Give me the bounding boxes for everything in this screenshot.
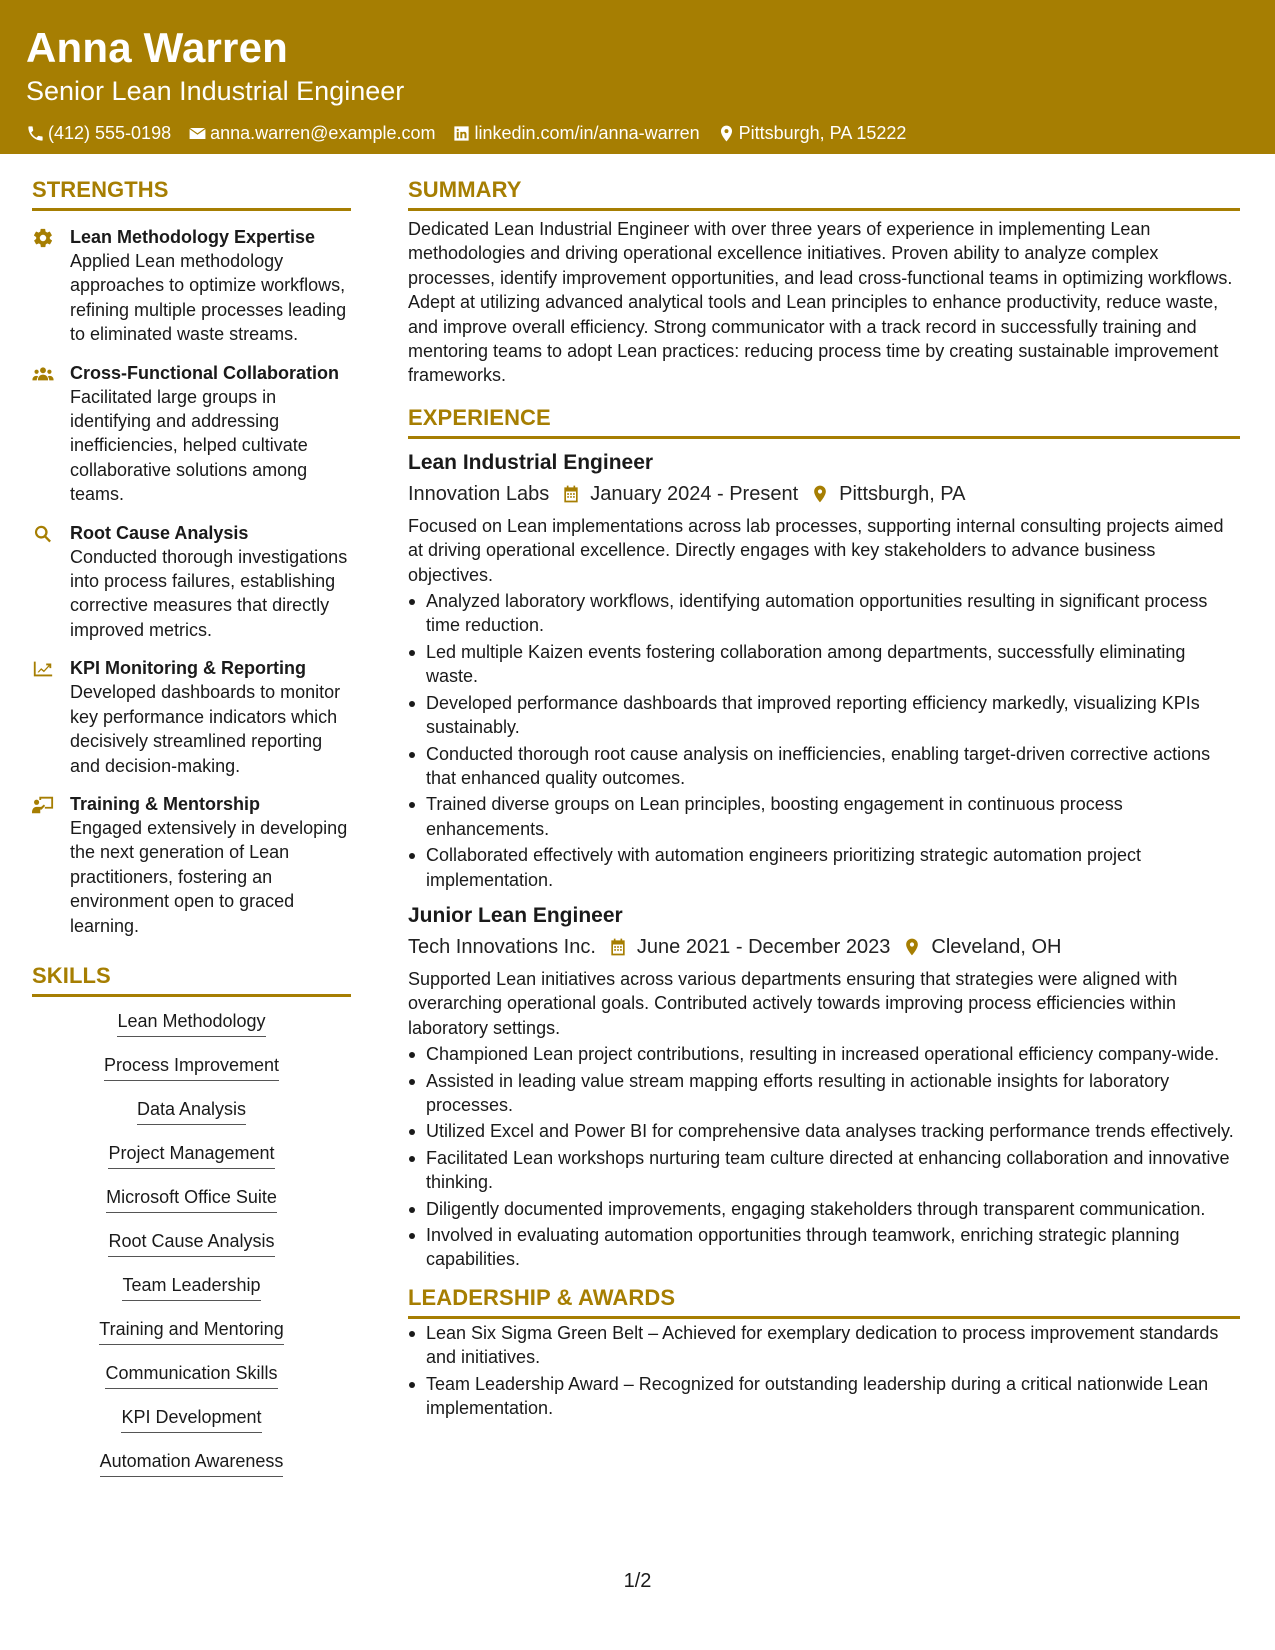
skill-tag: Automation Awareness (100, 1449, 284, 1477)
job-bullets (408, 1042, 1240, 1272)
job-location: Pittsburgh, PA (839, 482, 966, 505)
strength-title: Training & Mentorship (70, 793, 261, 814)
bullet-item: Led multiple Kaizen events fostering collaboration among departments, successfully eliminating waste. (408, 640, 1240, 689)
strength-item (32, 361, 351, 507)
location-text: Pittsburgh, PA 15222 (738, 123, 907, 143)
skill-tag: Project Management (108, 1141, 274, 1169)
bullet-item: Conducted thorough root cause analysis on inefficiencies, enabling target-driven corrective actions that enhanced quality outcomes. (408, 742, 1240, 791)
bullet-item: Diligently documented improvements, engaging stakeholders through transparent communication. (408, 1197, 1240, 1221)
page-number: 1/2 (623, 1570, 652, 1592)
strength-item (32, 656, 351, 778)
strengths-heading: STRENGTHS (32, 176, 351, 211)
strength-item (32, 521, 351, 643)
candidate-name: Anna Warren (26, 24, 289, 71)
job-dates: January 2024 - Present (590, 482, 799, 505)
chart-line-icon (32, 658, 54, 680)
award-item: Lean Six Sigma Green Belt – Achieved for exemplary dedication to process improvement standards and initiatives. (408, 1321, 1240, 1370)
contact-email[interactable] (188, 121, 435, 145)
job-desc: Focused on Lean implementations across lab processes, supporting internal consulting projects aimed at driving operational excellence. Directly engages with key stakeholders to advance business objectives. (408, 515, 1224, 585)
skill-tag: Training and Mentoring (99, 1317, 283, 1345)
resume-header (0, 0, 1275, 154)
strength-desc: Developed dashboards to monitor key performance indicators which decisively streamlined reporting and decision-making. (70, 682, 341, 776)
map-pin-icon (810, 484, 830, 504)
job-entry (408, 449, 1240, 892)
strength-item (32, 792, 351, 938)
strength-desc: Engaged extensively in developing the next generation of Lean practitioners, fostering an environment open to graced learning. (70, 817, 348, 936)
teacher-icon (32, 794, 54, 816)
linkedin-text: linkedin.com/in/anna-warren (474, 123, 700, 143)
skills-list (32, 1009, 351, 1493)
skill-tag: Process Improvement (104, 1053, 279, 1081)
skill-tag: Microsoft Office Suite (106, 1185, 277, 1213)
strength-title: Root Cause Analysis (70, 522, 249, 543)
bullet-item: Involved in evaluating automation opportunities through teamwork, enriching strategic planning capabilities. (408, 1223, 1240, 1272)
skill-tag: Lean Methodology (117, 1009, 265, 1037)
job-entry (408, 902, 1240, 1272)
candidate-role: Senior Lean Industrial Engineer (26, 76, 405, 106)
award-item: Team Leadership Award – Recognized for outstanding leadership during a critical nationwide Lean implementation. (408, 1372, 1240, 1421)
awards-list (408, 1321, 1240, 1421)
envelope-icon (188, 124, 207, 143)
contact-linkedin[interactable] (452, 121, 699, 145)
job-desc: Supported Lean initiatives across various departments ensuring that strategies were aligned with overarching operational goals. Contributed actively towards improving process efficiencies within laboratory settings. (408, 968, 1178, 1038)
job-dates: June 2021 - December 2023 (636, 935, 891, 958)
contact-location (717, 121, 907, 145)
strengths-list (32, 225, 351, 938)
strength-desc: Conducted thorough investigations into process failures, establishing corrective measures that directly improved metrics. (70, 546, 348, 640)
bullet-item: Trained diverse groups on Lean principles, boosting engagement in continuous process enhancements. (408, 792, 1240, 841)
job-bullets (408, 589, 1240, 892)
skills-heading: SKILLS (32, 962, 351, 997)
job-meta (408, 933, 1240, 961)
bullet-item: Championed Lean project contributions, resulting in increased operational efficiency company-wide. (408, 1042, 1240, 1066)
bullet-item: Utilized Excel and Power BI for comprehensive data analyses tracking performance trends effectively. (408, 1119, 1240, 1143)
skill-tag: Root Cause Analysis (108, 1229, 274, 1257)
skill-tag: Team Leadership (122, 1273, 260, 1301)
left-column (32, 176, 351, 1493)
bullet-item: Collaborated effectively with automation engineers prioritizing strategic automation project implementation. (408, 843, 1240, 892)
calendar-icon (561, 484, 581, 504)
map-pin-icon (902, 937, 922, 957)
strength-desc: Facilitated large groups in identifying and addressing inefficiencies, helped cultivate collaborative solutions among teams. (70, 386, 308, 505)
skill-tag: Data Analysis (137, 1097, 246, 1125)
linkedin-icon (452, 124, 471, 143)
summary-text: Dedicated Lean Industrial Engineer with over three years of experience in implementing Lean methodologies and driving operational excellence initiatives. Proven ability to analyze complex processes, identify improvement opportunities, and lead cross-functional teams in optimizing workflows. Adept at utilizing advanced analytical tools and Lean principles to enhance productivity, reduce waste, and improve overall efficiency. Strong communicator with a track record in successfully training and mentoring teams to adopt Lean practices: reducing process time by creating sustainable improvement frameworks. (408, 219, 1233, 386)
bullet-item: Analyzed laboratory workflows, identifying automation opportunities resulting in significant process time reduction. (408, 589, 1240, 638)
phone-icon (26, 124, 45, 143)
bullet-item: Developed performance dashboards that improved reporting efficiency markedly, visualizing KPIs sustainably. (408, 691, 1240, 740)
calendar-icon (608, 937, 628, 957)
strength-item (32, 225, 351, 347)
gear-icon (32, 227, 54, 249)
job-title: Lean Industrial Engineer (408, 450, 654, 474)
users-icon (32, 363, 54, 385)
phone-text: (412) 555-0198 (48, 123, 172, 143)
bullet-item: Assisted in leading value stream mapping efforts resulting in actionable insights for laboratory processes. (408, 1069, 1240, 1118)
right-column (408, 176, 1240, 1422)
job-company: Innovation Labs (408, 482, 550, 505)
map-pin-icon (717, 124, 736, 143)
strength-title: Cross-Functional Collaboration (70, 362, 340, 383)
contact-phone[interactable] (26, 121, 171, 145)
job-company: Tech Innovations Inc. (408, 935, 596, 958)
skill-tag: Communication Skills (105, 1361, 277, 1389)
job-meta (408, 480, 1240, 508)
skill-tag: KPI Development (121, 1405, 261, 1433)
job-location: Cleveland, OH (931, 935, 1062, 958)
strength-title: Lean Methodology Expertise (70, 227, 316, 247)
contact-bar (26, 121, 1275, 145)
strength-desc: Applied Lean methodology approaches to optimize workflows, refining multiple processes leading to eliminated waste streams. (70, 251, 347, 345)
strength-title: KPI Monitoring & Reporting (70, 658, 306, 679)
bullet-item: Facilitated Lean workshops nurturing team culture directed at enhancing collaboration and innovative thinking. (408, 1146, 1240, 1195)
awards-heading: LEADERSHIP & AWARDS (408, 1284, 1240, 1319)
search-icon (32, 523, 54, 545)
email-text: anna.warren@example.com (210, 123, 436, 143)
job-title: Junior Lean Engineer (408, 903, 623, 927)
experience-heading: EXPERIENCE (408, 404, 1240, 439)
summary-heading: SUMMARY (408, 176, 1240, 211)
